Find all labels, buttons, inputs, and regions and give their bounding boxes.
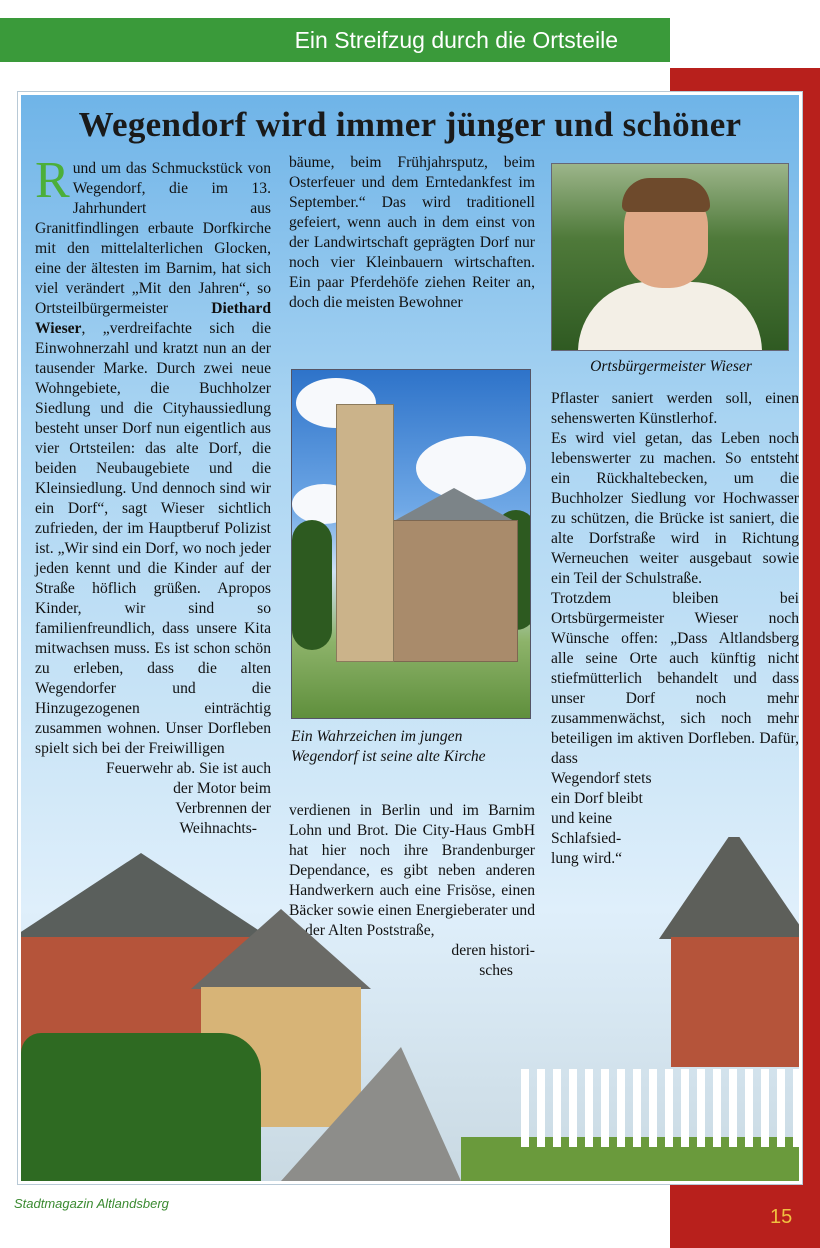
street-photo bbox=[21, 837, 799, 1181]
column-1-end-line: der Motor beim bbox=[173, 780, 271, 797]
column-1-end-line: Verbrennen der bbox=[175, 800, 271, 817]
house-roof bbox=[191, 909, 371, 989]
column-3-end-line: Schlafsied- bbox=[551, 830, 622, 847]
church-tower bbox=[336, 404, 394, 662]
portrait-caption: Ortsbürgermeister Wieser bbox=[590, 358, 752, 375]
road bbox=[281, 1047, 461, 1181]
column-3-end-line: und keine bbox=[551, 810, 613, 827]
house-roof bbox=[659, 837, 799, 939]
article-column-1 bbox=[35, 152, 271, 839]
column-3-end-line: ein Dorf bleibt bbox=[551, 790, 643, 807]
article-column-3 bbox=[551, 389, 799, 869]
church-roof bbox=[392, 488, 516, 522]
column-1-intro: und um das Schmuckstück von Wegendorf, die im 13. Jahrhundert aus Granitfindlingen erbaute Dorfkirche mit den mittelalterlichen Glocken, eine der ältesten im Barnim, hat sich viel verändert „Mit den Jahren“, so Ortsteilbürgermeister bbox=[35, 160, 271, 317]
column-3-end-line: lung wird.“ bbox=[551, 850, 623, 867]
portrait-shirt bbox=[578, 282, 762, 351]
section-title: Ein Streifzug durch die Ortsteile bbox=[294, 27, 618, 53]
page-number: 15 bbox=[770, 1206, 793, 1228]
drop-cap: R bbox=[35, 152, 70, 209]
section-header-bar bbox=[0, 18, 670, 62]
column-3-paragraph: Pflaster saniert werden soll, einen sehenswerten Künstlerhof. bbox=[551, 390, 799, 427]
column-2-top-text: bäume, beim Frühjahrsputz, beim Osterfeuer und dem Erntedankfest im September.“ Das wird traditionell gefeiert, wenn auch in dem einst von der Landwirtschaft geprägten Dorf nur noch vier Kleinbauern wirtschaften. Ein paar Pferdehöfe ziehen Reiter an, doch die meisten Bewohner bbox=[289, 154, 535, 311]
church-photo bbox=[291, 369, 531, 719]
column-1-end-line: Feuerwehr ab. Sie ist auch bbox=[106, 760, 271, 777]
column-2-end-line: deren histori- bbox=[451, 942, 535, 959]
article-panel bbox=[18, 92, 802, 1184]
article-headline: Wegendorf wird immer jünger und schöner bbox=[78, 105, 742, 144]
magazine-name: Stadtmagazin Altlandsberg bbox=[14, 1196, 169, 1211]
column-3-paragraph: Es wird viel getan, das Leben noch lebenswerter zu machen. So entsteht ein Rückhaltebecken, um die Buchholzer Siedlung vor Hochwasser zu schützen, die Brücke ist saniert, die alte Dorfstraße wird in Richtung Werneuchen weiter ausgebaut sowie ein Teil der Schulstraße. bbox=[551, 430, 799, 587]
column-1-end-line: Weihnachts- bbox=[179, 820, 257, 837]
mayor-name: Diethard Wieser bbox=[35, 300, 271, 337]
church-nave bbox=[392, 520, 518, 662]
church-caption: Ein Wahrzeichen im jungen Wegendorf ist seine alte Kirche bbox=[291, 728, 486, 765]
column-3-paragraph: Trotzdem bleiben bei Ortsbürgermeister Wieser noch Wünsche offen: „Dass Altlandsberg alle seine Orte auch künftig nicht stiefmütterlich behandelt und dass unser Dorf noch mehr zusammenwächst, sich noch mehr beteiligen im aktiven Dorfleben. Dafür, dass bbox=[551, 590, 799, 767]
portrait-hair bbox=[622, 178, 710, 212]
column-1-text: , „verdreifachte sich die Einwohnerzahl und kratzt nun an der tausender Marke. Durch zwei neue Wohngebiete, die Buchholzer Siedlung und die Cityhaussiedlung besteht unser Dorf nun eigentlich aus vier Ortsteilen: das alte Dorf, die beiden Neubaugebiete und die Kleinsiedlung. Und dennoch sind wir ein Dorf“, sagt Wieser sichtlich zufrieden, der im Hauptberuf Polizist ist. „Wir sind ein Dorf, wo noch jeder jeden kennt und die Kinder auf der Straße höflich grüßen. Apropos Kinder, wir sind so familienfreundlich, dass unsere Kita mitwachsen muss. Es ist schon schön zu erleben, dass die alten Wegendorfer und die Hinzugezogenen einträchtig zusammen wohnen. Unser Dorfleben spielt sich bei der Freiwilligen bbox=[35, 320, 271, 757]
portrait-photo bbox=[551, 163, 789, 351]
column-3-end-line: Wegendorf stets bbox=[551, 770, 652, 787]
tree bbox=[292, 520, 332, 650]
article-column-2-top bbox=[289, 153, 535, 313]
hedge bbox=[21, 1033, 261, 1181]
white-fence bbox=[521, 1069, 799, 1147]
column-2-end-line: sches bbox=[479, 962, 513, 979]
house bbox=[671, 937, 799, 1067]
column-2-bottom-text: verdienen in Berlin und im Barnim Lohn und Brot. Die City-Haus GmbH hat hier noch ihre Brandenburger Dependance, es gibt neben anderen Handwerkern auch eine Frisöse, einen Bäcker sowie einen Energieberater und in der Alten Poststraße, bbox=[289, 802, 535, 939]
